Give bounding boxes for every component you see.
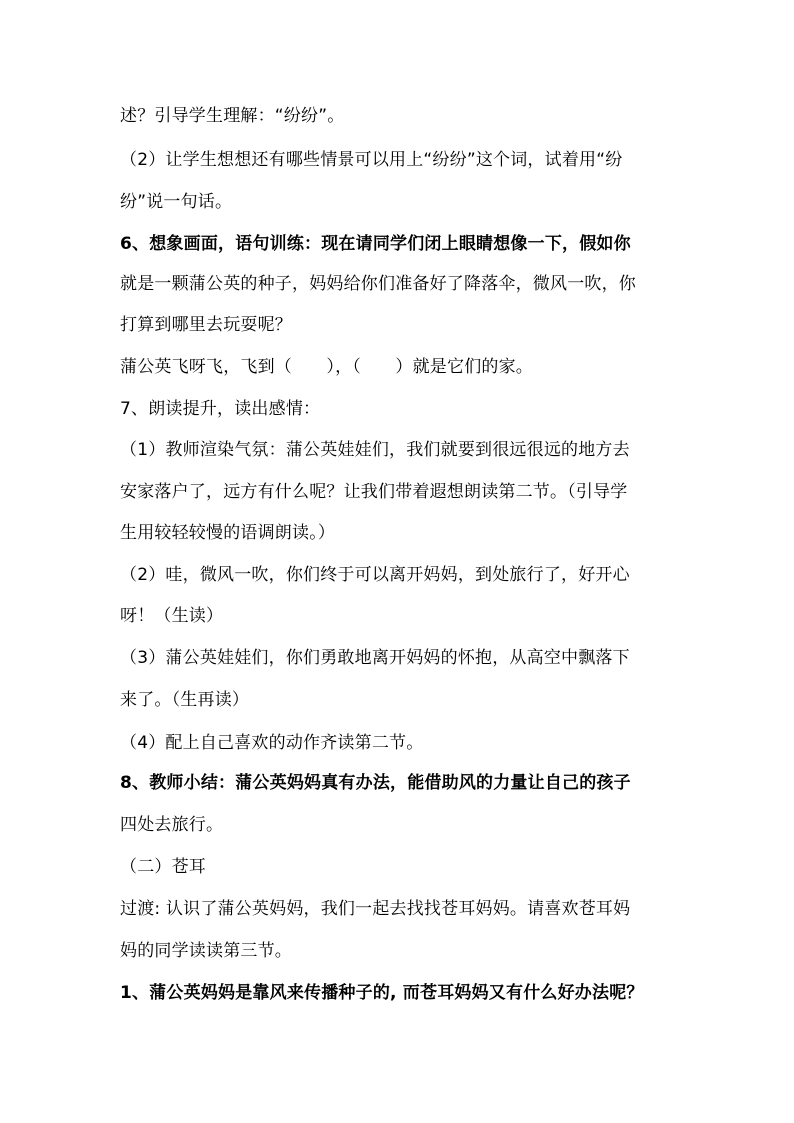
text-line: 呀！（生读）	[120, 606, 224, 626]
text-line: 安家落户了，远方有什么呢？让我们带着遐想朗读第二节。（引导学	[120, 482, 628, 502]
text-line: 四处去旅行。	[120, 815, 224, 835]
text-line: （2）哇，微风一吹，你们终于可以离开妈妈，到处旅行了，好开心	[120, 565, 630, 585]
text-line: （2）让学生想想还有哪些情景可以用上“纷纷”这个词，试着用“纷	[120, 150, 623, 170]
text-line: 来了。（生再读）	[120, 690, 250, 710]
text-line: 过渡: 认识了蒲公英妈妈，我们一起去找找苍耳妈妈。请喜欢苍耳妈	[120, 899, 631, 919]
text-line: 打算到哪里去玩耍呢？	[120, 315, 292, 335]
text-line: 8、教师小结：蒲公英妈妈真有办法，能借助风的力量让自己的孩子	[120, 773, 631, 793]
text-line: （1）教师渲染气氛：蒲公英娃娃们，我们就要到很远很远的地方去	[120, 440, 630, 460]
text-line: 就是一颗蒲公英的种子，妈妈给你们准备好了降落伞，微风一吹，你	[120, 274, 636, 294]
text-line: 纷”说一句话。	[120, 192, 233, 212]
section-heading: （二）苍耳	[120, 857, 206, 877]
text-line: 生用较轻较慢的语调朗读。）	[120, 523, 336, 543]
text-line: （3）蒲公英娃娃们，你们勇敢地离开妈妈的怀抱，从高空中飘落下	[120, 648, 630, 668]
text-line: 7、朗读提升，读出感情：	[120, 399, 321, 419]
text-line: 述？引导学生理解：“纷纷”。	[120, 106, 345, 126]
text-line: 6、想象画面，语句训练：现在请同学们闭上眼睛想像一下，假如你	[120, 234, 631, 254]
text-line: 1、蒲公英妈妈是靠风来传播种子的, 而苍耳妈妈又有什么好办法呢？	[120, 983, 644, 1003]
text-line: （4）配上自己喜欢的动作齐读第二节。	[120, 733, 424, 753]
text-line: 蒲公英飞呀飞，飞到（ ），（ ）就是它们的家。	[120, 357, 533, 377]
text-line: 妈的同学读读第三节。	[120, 941, 292, 961]
